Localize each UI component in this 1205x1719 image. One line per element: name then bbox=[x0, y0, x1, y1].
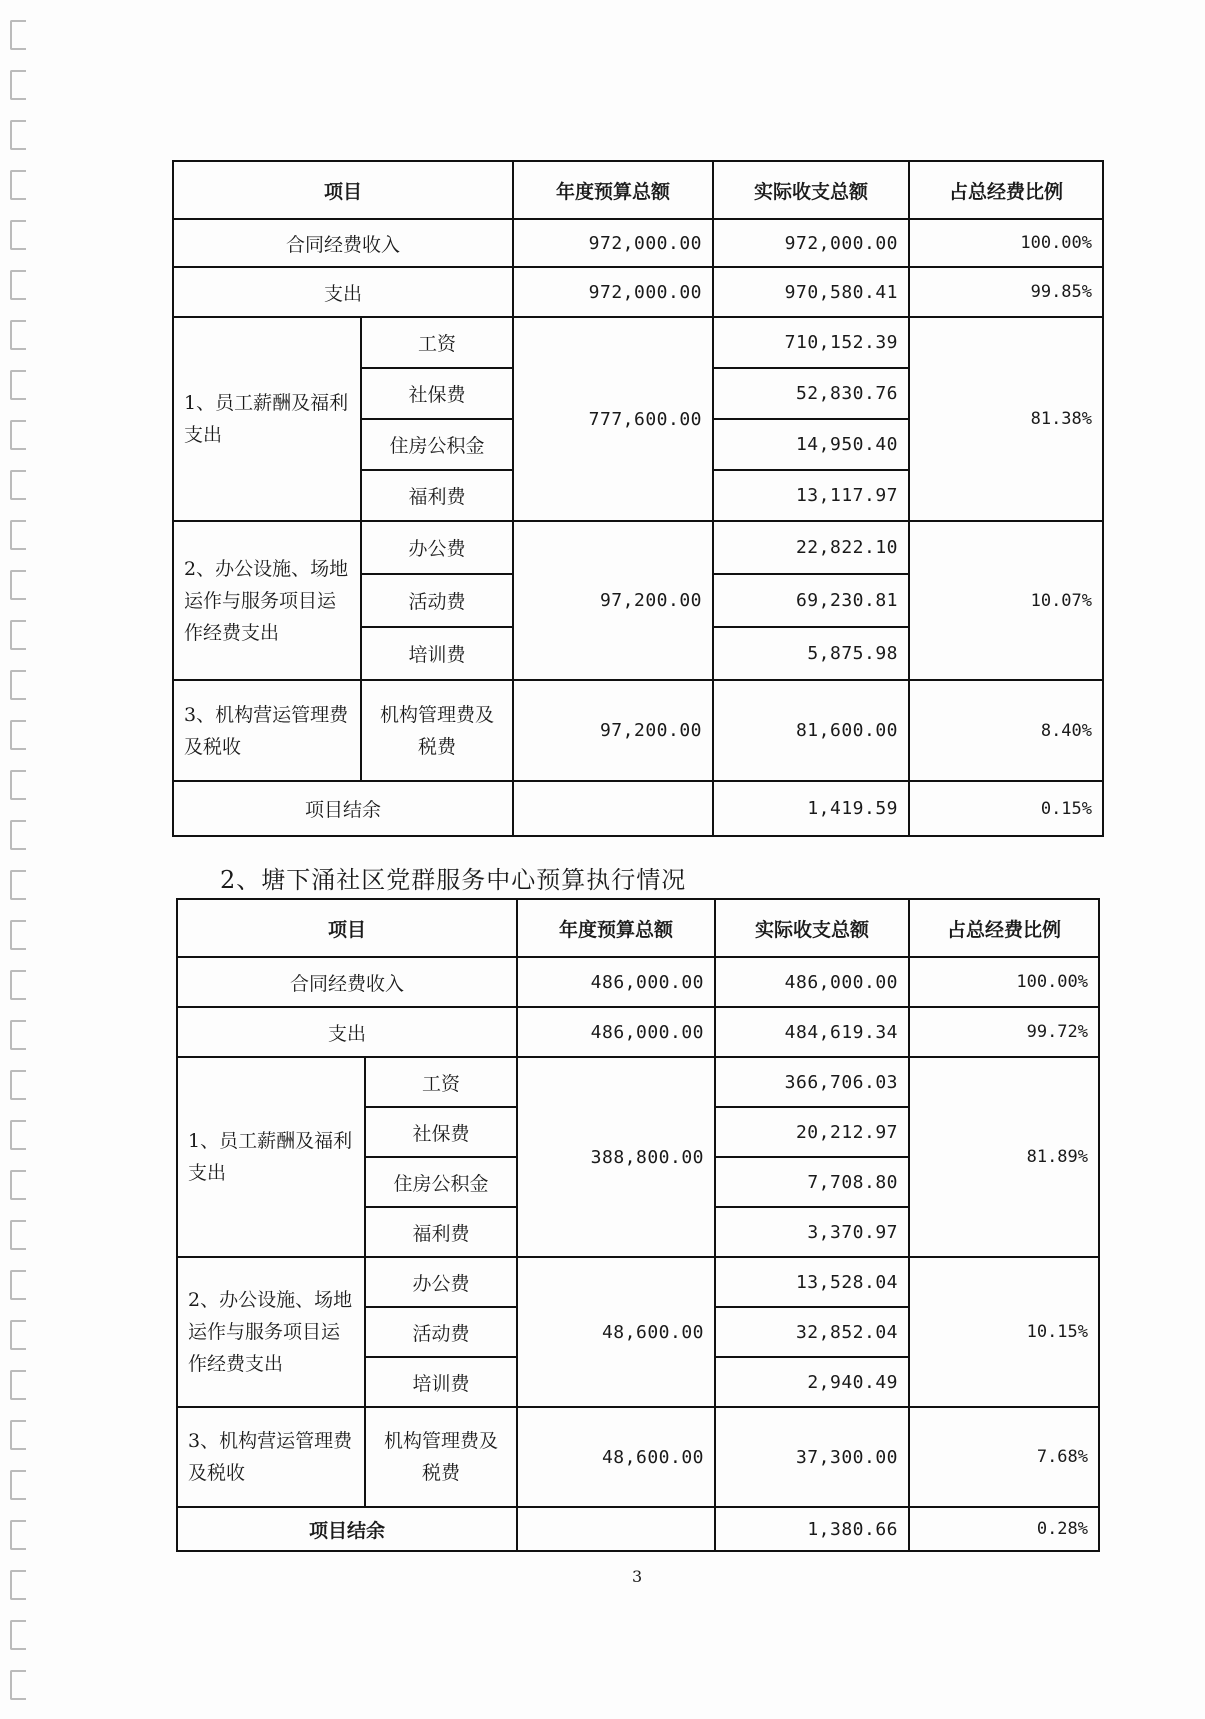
item-actual: 366,706.03 bbox=[715, 1057, 909, 1107]
item-label: 福利费 bbox=[365, 1207, 517, 1257]
item-actual: 52,830.76 bbox=[713, 368, 909, 419]
group-ratio: 10.07% bbox=[909, 521, 1103, 680]
header-actual: 实际收支总额 bbox=[715, 899, 909, 957]
group-ratio: 81.89% bbox=[909, 1057, 1099, 1257]
item-label: 工资 bbox=[361, 317, 513, 368]
income-ratio: 100.00% bbox=[909, 957, 1099, 1007]
item-label: 办公费 bbox=[361, 521, 513, 574]
income-budget: 486,000.00 bbox=[517, 957, 715, 1007]
group-budget: 388,800.00 bbox=[517, 1057, 715, 1257]
balance-label: 项目结余 bbox=[173, 781, 513, 836]
item-actual: 7,708.80 bbox=[715, 1157, 909, 1207]
item-label: 机构管理费及税费 bbox=[365, 1407, 517, 1507]
item-actual: 32,852.04 bbox=[715, 1307, 909, 1357]
balance-budget bbox=[517, 1507, 715, 1551]
balance-row bbox=[177, 1507, 1099, 1551]
expense-budget: 972,000.00 bbox=[513, 267, 713, 317]
table-row bbox=[177, 1407, 1099, 1507]
group-label: 2、办公设施、场地运作与服务项目运作经费支出 bbox=[177, 1257, 365, 1407]
item-actual: 69,230.81 bbox=[713, 574, 909, 627]
item-actual: 37,300.00 bbox=[715, 1407, 909, 1507]
expense-budget: 486,000.00 bbox=[517, 1007, 715, 1057]
balance-actual: 1,380.66 bbox=[715, 1507, 909, 1551]
group-label: 3、机构营运管理费及税收 bbox=[177, 1407, 365, 1507]
budget-table-1 bbox=[172, 160, 1104, 837]
item-label: 社保费 bbox=[365, 1107, 517, 1157]
header-ratio: 占总经费比例 bbox=[909, 899, 1099, 957]
item-label: 住房公积金 bbox=[361, 419, 513, 470]
expense-actual: 970,580.41 bbox=[713, 267, 909, 317]
item-actual: 2,940.49 bbox=[715, 1357, 909, 1407]
item-actual: 81,600.00 bbox=[713, 680, 909, 781]
expense-label: 支出 bbox=[177, 1007, 517, 1057]
item-actual: 20,212.97 bbox=[715, 1107, 909, 1157]
expense-row bbox=[177, 1007, 1099, 1057]
table-header-row bbox=[173, 161, 1103, 219]
item-actual: 5,875.98 bbox=[713, 627, 909, 680]
income-actual: 972,000.00 bbox=[713, 219, 909, 267]
item-actual: 13,528.04 bbox=[715, 1257, 909, 1307]
item-actual: 13,117.97 bbox=[713, 470, 909, 521]
item-actual: 14,950.40 bbox=[713, 419, 909, 470]
table-row bbox=[173, 317, 1103, 368]
group-ratio: 8.40% bbox=[909, 680, 1103, 781]
header-item: 项目 bbox=[177, 899, 517, 957]
item-label: 机构管理费及税费 bbox=[361, 680, 513, 781]
header-ratio: 占总经费比例 bbox=[909, 161, 1103, 219]
table-row bbox=[173, 680, 1103, 781]
item-label: 福利费 bbox=[361, 470, 513, 521]
table-header-row bbox=[177, 899, 1099, 957]
group-label: 2、办公设施、场地运作与服务项目运作经费支出 bbox=[173, 521, 361, 680]
group-label: 1、员工薪酬及福利支出 bbox=[177, 1057, 365, 1257]
income-row bbox=[173, 219, 1103, 267]
group-ratio: 7.68% bbox=[909, 1407, 1099, 1507]
group-label: 1、员工薪酬及福利支出 bbox=[173, 317, 361, 521]
item-label: 活动费 bbox=[361, 574, 513, 627]
income-budget: 972,000.00 bbox=[513, 219, 713, 267]
section-title: 2、塘下涌社区党群服务中心预算执行情况 bbox=[220, 866, 687, 894]
expense-ratio: 99.85% bbox=[909, 267, 1103, 317]
group-label: 3、机构营运管理费及税收 bbox=[173, 680, 361, 781]
balance-row bbox=[173, 781, 1103, 836]
budget-table-2 bbox=[176, 898, 1100, 1552]
item-actual: 3,370.97 bbox=[715, 1207, 909, 1257]
header-budget: 年度预算总额 bbox=[513, 161, 713, 219]
binding-holes bbox=[10, 0, 32, 1719]
income-row bbox=[177, 957, 1099, 1007]
income-label: 合同经费收入 bbox=[177, 957, 517, 1007]
table-row bbox=[177, 1057, 1099, 1107]
expense-ratio: 99.72% bbox=[909, 1007, 1099, 1057]
group-budget: 48,600.00 bbox=[517, 1257, 715, 1407]
income-label: 合同经费收入 bbox=[173, 219, 513, 267]
table-row bbox=[177, 1257, 1099, 1307]
item-label: 社保费 bbox=[361, 368, 513, 419]
balance-budget bbox=[513, 781, 713, 836]
income-ratio: 100.00% bbox=[909, 219, 1103, 267]
page-number: 3 bbox=[632, 1567, 643, 1586]
group-budget: 777,600.00 bbox=[513, 317, 713, 521]
group-budget: 97,200.00 bbox=[513, 680, 713, 781]
expense-row bbox=[173, 267, 1103, 317]
item-label: 培训费 bbox=[361, 627, 513, 680]
item-label: 培训费 bbox=[365, 1357, 517, 1407]
group-budget: 97,200.00 bbox=[513, 521, 713, 680]
balance-ratio: 0.15% bbox=[909, 781, 1103, 836]
expense-label: 支出 bbox=[173, 267, 513, 317]
balance-actual: 1,419.59 bbox=[713, 781, 909, 836]
balance-label: 项目结余 bbox=[177, 1507, 517, 1551]
item-label: 活动费 bbox=[365, 1307, 517, 1357]
group-ratio: 81.38% bbox=[909, 317, 1103, 521]
header-actual: 实际收支总额 bbox=[713, 161, 909, 219]
balance-ratio: 0.28% bbox=[909, 1507, 1099, 1551]
table-row bbox=[173, 521, 1103, 574]
item-actual: 22,822.10 bbox=[713, 521, 909, 574]
item-label: 住房公积金 bbox=[365, 1157, 517, 1207]
item-actual: 710,152.39 bbox=[713, 317, 909, 368]
header-item: 项目 bbox=[173, 161, 513, 219]
group-ratio: 10.15% bbox=[909, 1257, 1099, 1407]
group-budget: 48,600.00 bbox=[517, 1407, 715, 1507]
income-actual: 486,000.00 bbox=[715, 957, 909, 1007]
header-budget: 年度预算总额 bbox=[517, 899, 715, 957]
expense-actual: 484,619.34 bbox=[715, 1007, 909, 1057]
item-label: 办公费 bbox=[365, 1257, 517, 1307]
item-label: 工资 bbox=[365, 1057, 517, 1107]
